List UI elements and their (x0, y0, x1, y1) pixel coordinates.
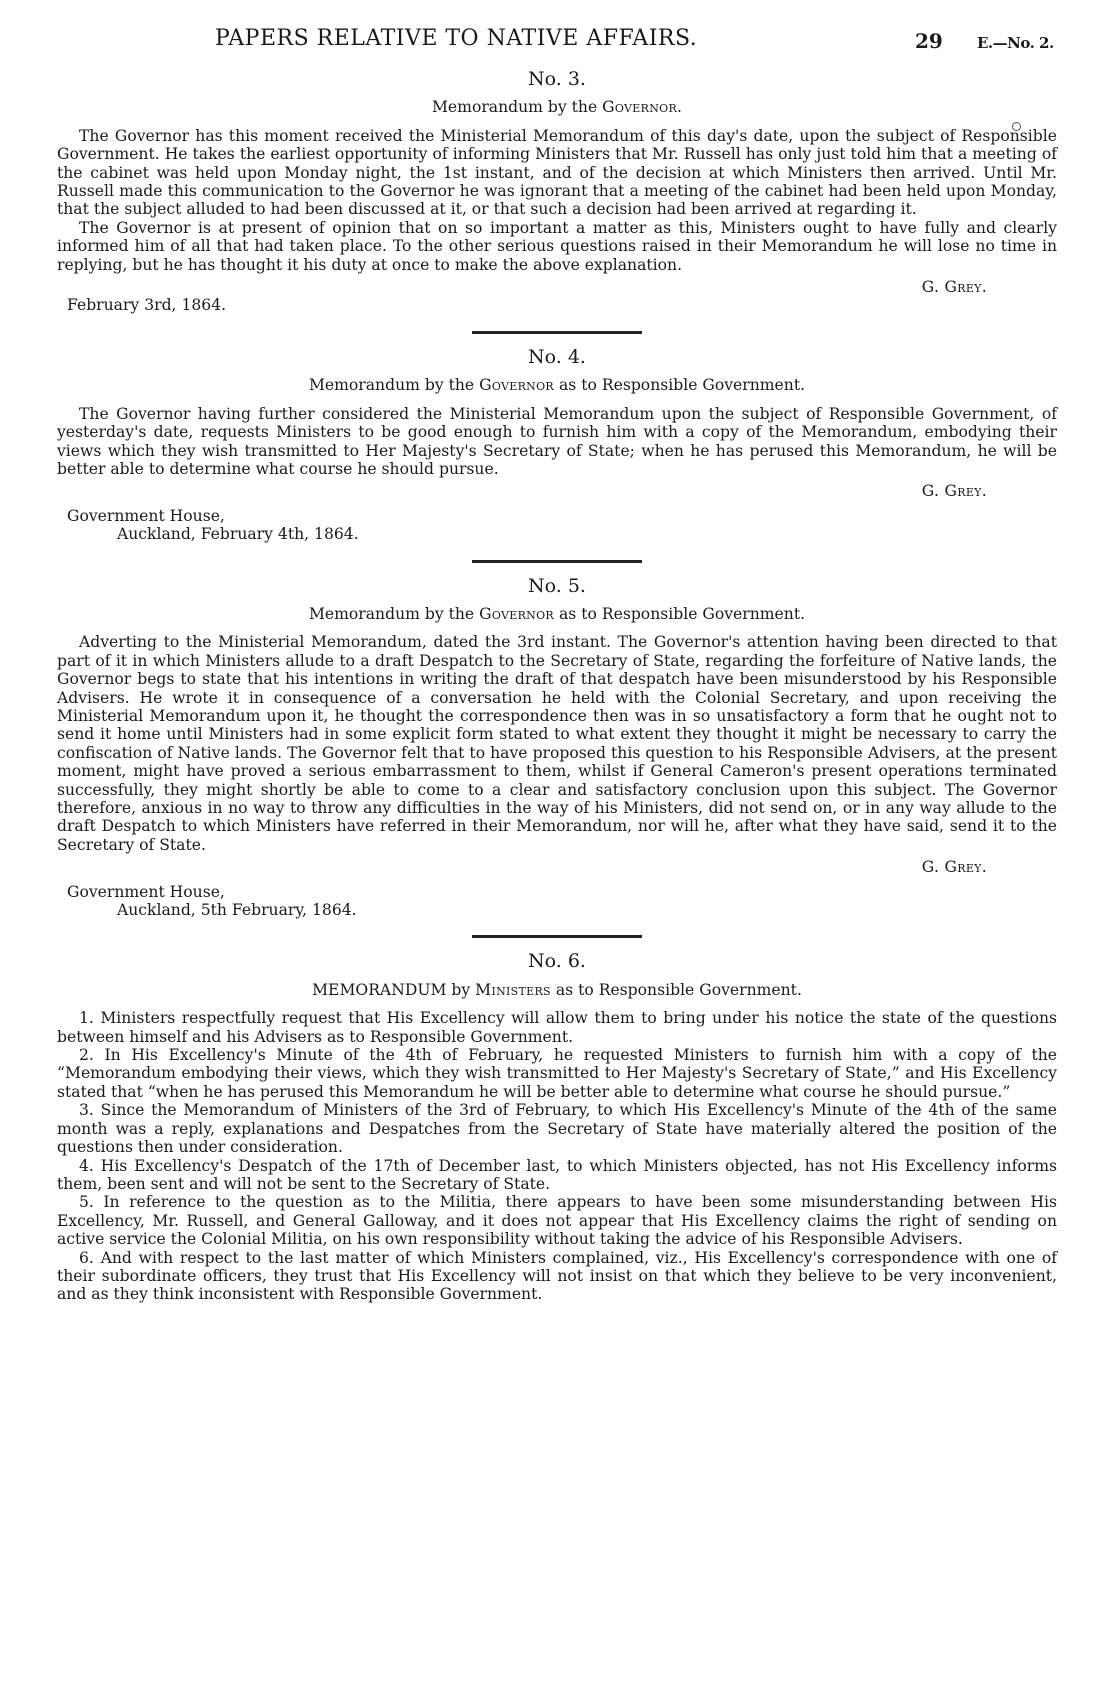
margin-circle-mark (1012, 122, 1021, 131)
signature: G. Grey. (921, 482, 987, 501)
subtitle-prefix: Memorandum by the (308, 604, 475, 623)
subtitle-suffix: as to Responsible Government. (555, 980, 802, 999)
running-title: PAPERS RELATIVE TO NATIVE AFFAIRS. (215, 26, 698, 51)
address-line: Government House, (67, 506, 225, 525)
section-subtitle (57, 98, 1057, 116)
page-number: 29 (915, 29, 943, 53)
section-divider (472, 560, 642, 563)
document-page (57, 26, 1057, 1304)
subtitle-author: Ministers (475, 980, 551, 999)
numbered-paragraph: 4. His Excellency's Despatch of the 17th of December last, to which Ministers objected, has not His Excellency informs them, been sent and will not be sent to the Secretary of State. (57, 1156, 1057, 1193)
section-subtitle (57, 376, 1057, 394)
section-subtitle (57, 981, 1057, 999)
section-number: No. 6. (528, 950, 586, 973)
subtitle-prefix: Memorandum by the (308, 376, 475, 395)
subtitle-prefix: MEMORANDUM by (312, 980, 471, 999)
address-line: Auckland, 5th February, 1864. (117, 901, 357, 920)
numbered-paragraph: 5. In reference to the question as to the Militia, there appears to have been some misunderstanding between His Excellency, Mr. Russell, and General Galloway, and it does not appear that His Excellency claims the right of sending on active service the Colonial Militia, on his own responsibility without taking the advice of his Responsible Advisers. (57, 1193, 1057, 1249)
subtitle-author: Governor (602, 98, 678, 117)
paper-reference: E.—No. 2. (977, 34, 1054, 52)
subtitle-prefix: Memorandum by the (431, 98, 598, 117)
section-divider (472, 935, 642, 938)
section-no-5 (57, 574, 1057, 920)
subtitle-author: Governor (479, 604, 555, 623)
section-number: No. 3. (528, 68, 586, 90)
section-no-6 (57, 952, 1057, 1303)
page-header (57, 26, 1057, 66)
subtitle-suffix: as to Responsible Government. (558, 604, 806, 623)
section-subtitle (57, 605, 1057, 623)
numbered-paragraph: 1. Ministers respectfully request that His Excellency will allow them to bring under his notice the state of the questions between himself and his Advisers as to Responsible Government. (57, 1009, 1057, 1046)
section-no-4 (57, 345, 1057, 544)
subtitle-suffix: . (677, 98, 683, 117)
numbered-paragraph: 3. Since the Memorandum of Ministers of the 3rd of February, to which His Excellency's Minute of the 4th of the same month was a reply, explanations and Despatches from the Secretary of State have materially altered the position of the questions then under consideration. (57, 1101, 1057, 1157)
paragraph: The Governor is at present of opinion that on so important a matter as this, Ministers ought to have fully and clearly informed him of all that had taken place. To the other serious questions raised in their Memorandum he will lose no time in replying, but he has thought it his duty at once to make the above explanation. (57, 218, 1057, 274)
address-line: Government House, (67, 882, 225, 901)
section-no-3 (57, 70, 1057, 315)
paragraph: The Governor has this moment received the Ministerial Memorandum of this day's date, upon the subject of Responsible Government. He takes the earliest opportunity of informing Ministers that Mr. Russell has only just told him that a meeting of the cabinet was held upon Monday night, the 1st instant, and of the decision at which Ministers then arrived. Until Mr. Russell made this communication to the Governor he was ignorant that a meeting of the cabinet had been held upon Monday, that the subject alluded to had been discussed at it, or that such a decision had been arrived at regarding it. (57, 126, 1057, 219)
numbered-paragraph: 2. In His Excellency's Minute of the 4th of February, he requested Ministers to furnish him with a copy of the “Memorandum embodying their views, which they wish transmitted to Her Majesty's Secretary of State,” and His Excellency stated that “when he has perused this Memorandum he will be better able to determine what course he should pursue.” (57, 1046, 1057, 1101)
signature: G. Grey. (921, 858, 987, 877)
section-number: No. 5. (528, 574, 586, 597)
signature: G. Grey. (921, 278, 987, 297)
subtitle-author: Governor (479, 376, 555, 395)
paragraph: The Governor having further considered the Ministerial Memorandum upon the subject of Responsible Government, of yesterday's date, requests Ministers to be good enough to furnish him with a copy of the Memorandum, embodying their views which they wish transmitted to Her Majesty's Secretary of State; when he has perused this Memorandum, he will be better able to determine what course he should pursue. (57, 404, 1057, 478)
address-line: Auckland, February 4th, 1864. (117, 525, 359, 544)
subtitle-suffix: as to Responsible Government. (558, 376, 806, 395)
numbered-paragraph: 6. And with respect to the last matter of which Ministers complained, viz., His Excellency's correspondence with one of their subordinate officers, they trust that His Excellency will not insist on that which they believe to be very inconvenient, and as they think inconsistent with Responsible Government. (57, 1248, 1057, 1304)
section-number: No. 4. (528, 345, 586, 368)
paragraph: Adverting to the Ministerial Memorandum, dated the 3rd instant. The Governor's attention having been directed to that part of it in which Ministers allude to a draft Despatch to the Secretary of State, regarding the forfeiture of Native lands, the Governor begs to state that his intentions in writing the draft of that despatch have been misunderstood by his Responsible Advisers. He wrote it in consequence of a conversation he held with the Colonial Secretary, and upon receiving the Ministerial Memorandum upon it, he thought the correspondence then was in so unsatisfactory a form that he ought not to send it home until Ministers had in some explicit form stated to what extent they thought it might be necessary to carry the confiscation of Native lands. The Governor felt that to have proposed this question to his Responsible Advisers, at the present moment, might have proved a serious embarrassment to them, whilst if General Cameron's present operations terminated successfully, they might shortly be able to come to a clear and satisfactory conclusion upon this subject. The Governor therefore, anxious in no way to throw any difficulties in the way of his Ministers, did not send on, or in any way allude to the draft Despatch to which Ministers have referred in their Memorandum, nor will he, after what they have said, send it to the Secretary of State. (57, 633, 1057, 854)
date-line: February 3rd, 1864. (67, 296, 227, 315)
section-divider (472, 331, 642, 334)
